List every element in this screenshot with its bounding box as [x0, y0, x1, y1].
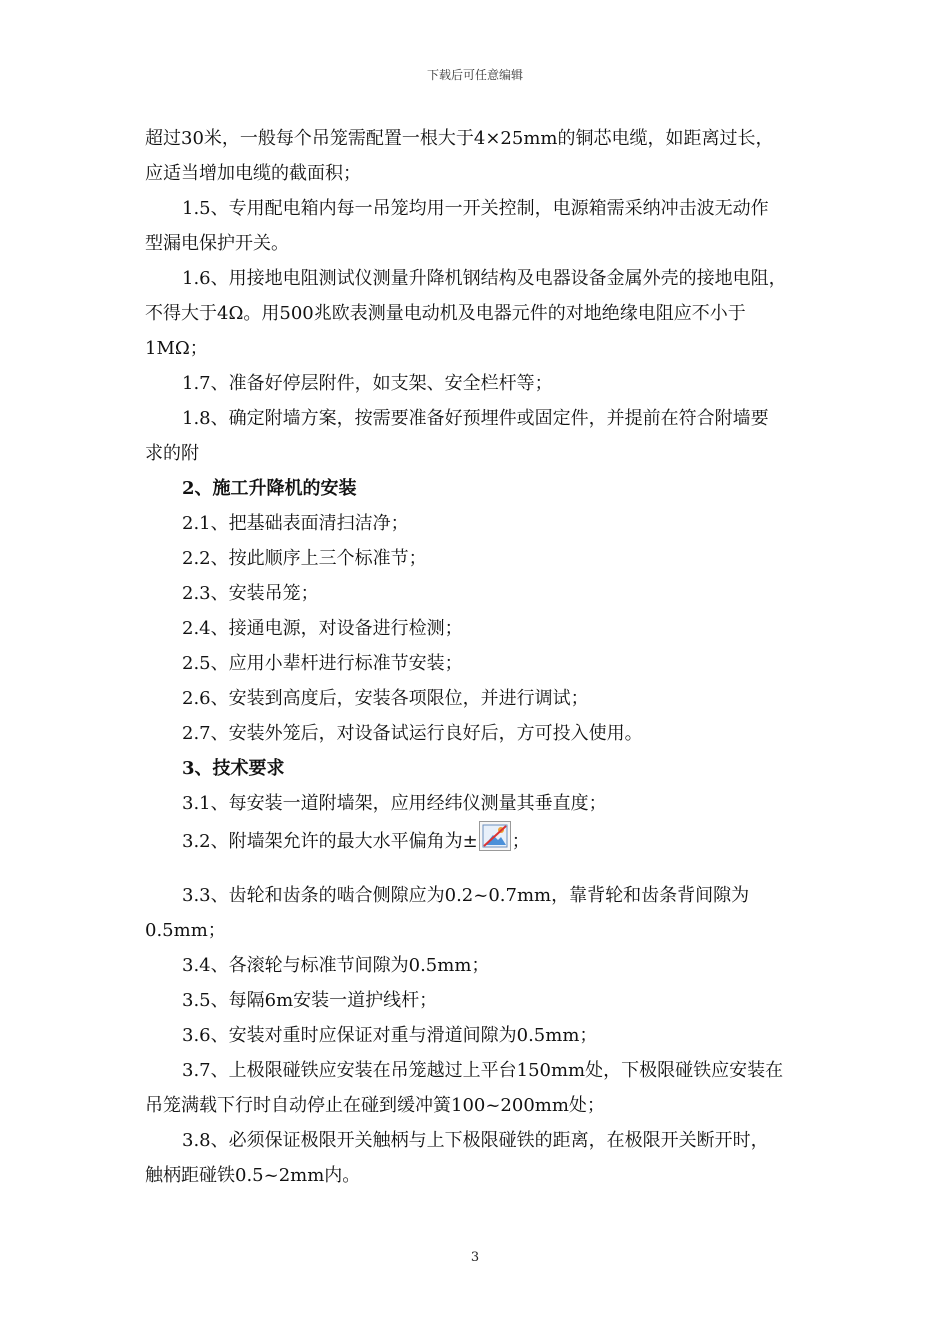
paragraph-line: 2.3、安装吊笼； [182, 583, 319, 604]
paragraph-line: 求的附 [145, 443, 199, 464]
section-heading: 2、施工升降机的安装 [182, 478, 357, 499]
paragraph-line: 3.5、每隔6m安装一道护线杆； [182, 990, 438, 1011]
paragraph-line: 1.7、准备好停层附件，如支架、安全栏杆等； [182, 373, 553, 394]
paragraph-line: 1.6、用接地电阻测试仪测量升降机钢结构及电器设备金属外壳的接地电阻， [182, 268, 787, 289]
paragraph-line: 不得大于4Ω。用500兆欧表测量电动机及电器元件的对地绝缘电阻应不小于 [145, 303, 746, 324]
document-body [145, 121, 813, 1193]
paragraph-line: 2.5、应用小辈杆进行标准节安装； [182, 653, 463, 674]
page-number: 3 [470, 1250, 480, 1265]
paragraph-line: 3.6、安装对重时应保证对重与滑道间隙为0.5mm； [182, 1025, 598, 1046]
paragraph-line: 3.4、各滚轮与标准节间隙为0.5mm； [182, 955, 490, 976]
page-header: 下载后可任意编辑 [426, 68, 523, 82]
section-heading: 3、技术要求 [182, 758, 285, 779]
paragraph-line: 2.2、按此顺序上三个标准节； [182, 548, 427, 569]
paragraph-line: 触柄距碰铁0.5~2mm内。 [145, 1165, 361, 1186]
paragraph-line: 应适当增加电缆的截面积； [145, 163, 361, 184]
paragraph-line: 型漏电保护开关。 [145, 233, 289, 254]
paragraph-line: 3.1、每安装一道附墙架，应用经纬仪测量其垂直度； [182, 793, 607, 814]
paragraph-line: 超过30米，一般每个吊笼需配置一根大于4×25mm的铜芯电缆，如距离过长， [145, 128, 774, 149]
paragraph-line: 2.1、把基础表面清扫洁净； [182, 513, 409, 534]
paragraph-text: ； [511, 831, 530, 852]
paragraph-text: 3.2、附墙架允许的最大水平偏角为± [182, 831, 478, 852]
paragraph-line: 2.6、安装到高度后，安装各项限位，并进行调试； [182, 688, 589, 709]
paragraph-line: 2.7、安装外笼后，对设备试运行良好后，方可投入使用。 [182, 723, 643, 744]
paragraph-line: 2.4、接通电源，对设备进行检测； [182, 618, 463, 639]
paragraph-line: 0.5mm； [145, 920, 226, 941]
broken-image-icon [479, 821, 511, 851]
paragraph-line: 3.3、齿轮和齿条的啮合侧隙应为0.2~0.7mm，靠背轮和齿条背间隙为 [182, 885, 750, 906]
paragraph-line: 3.8、必须保证极限开关触柄与上下极限碰铁的距离，在极限开关断开时， [182, 1130, 769, 1151]
paragraph-line: 1.8、确定附墙方案，按需要准备好预埋件或固定件，并提前在符合附墙要 [182, 408, 769, 429]
paragraph-line: 3.7、上极限碰铁应安装在吊笼越过上平台150mm处，下极限碰铁应安装在 [182, 1060, 784, 1081]
paragraph-line: 1.5、专用配电箱内每一吊笼均用一开关控制，电源箱需采纳冲击波无动作 [182, 198, 769, 219]
paragraph-line [145, 821, 813, 856]
paragraph-line: 1MΩ； [145, 338, 208, 359]
paragraph-line: 吊笼满载下行时自动停止在碰到缓冲簧100~200mm处； [145, 1095, 605, 1116]
